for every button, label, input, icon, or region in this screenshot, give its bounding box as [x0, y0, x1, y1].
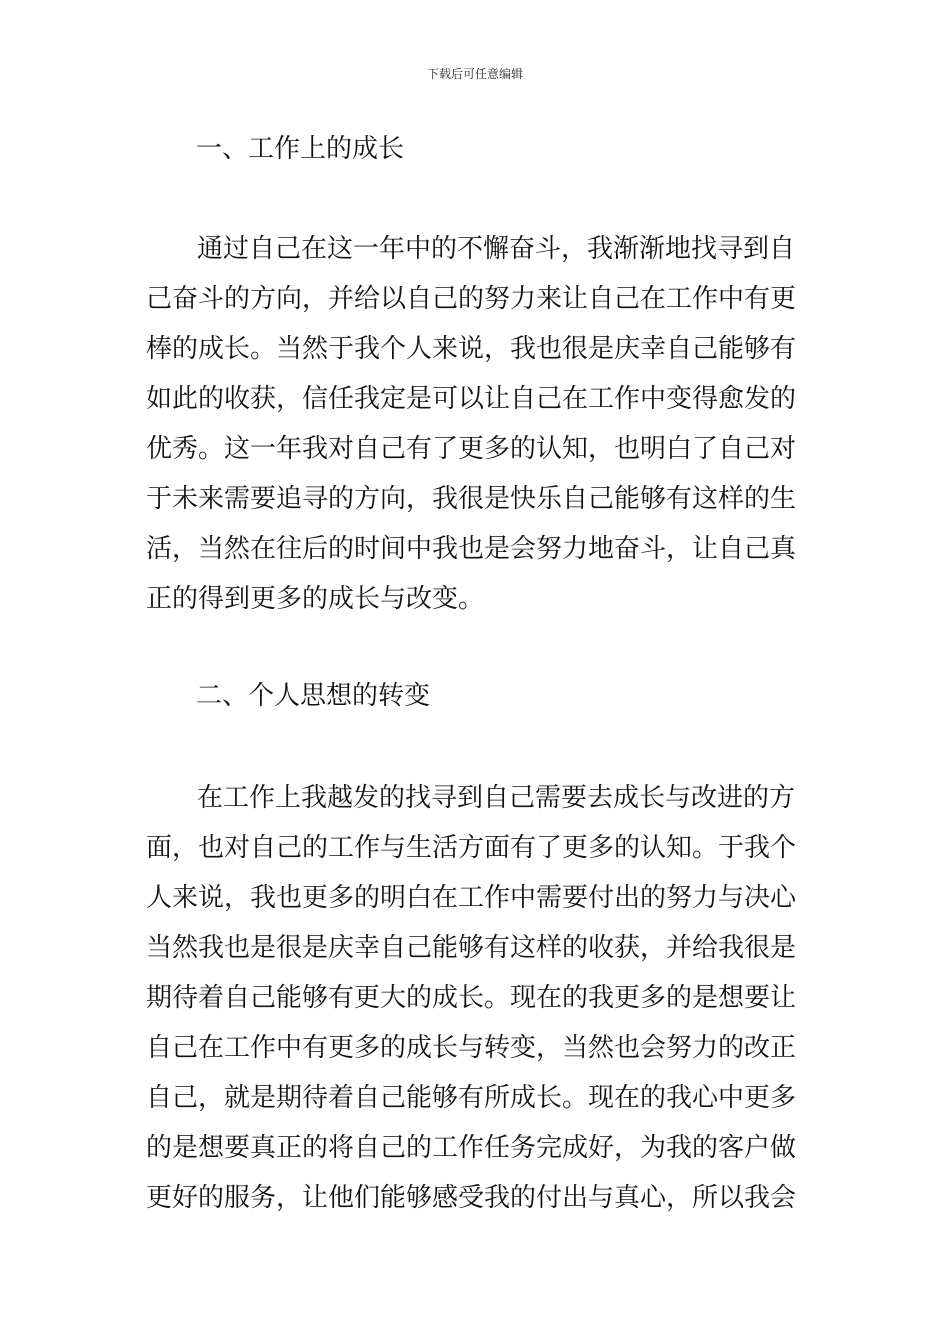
- paragraph-line: 正的得到更多的成长与改变。: [146, 584, 485, 614]
- section-heading-work-growth: 一、工作上的成长: [196, 134, 405, 164]
- paragraph-line: 期待着自己能够有更大的成长。现在的我更多的是想要让: [146, 983, 797, 1013]
- paragraph-line: 自己在工作中有更多的成长与转变，当然也会努力的改正: [146, 1033, 797, 1063]
- paragraph-line: 更好的服务，让他们能够感受我的付出与真心，所以我会: [146, 1183, 797, 1213]
- paragraph-line: 于未来需要追寻的方向，我很是快乐自己能够有这样的生: [146, 484, 797, 514]
- paragraph-line: 当然我也是很是庆幸自己能够有这样的收获，并给我很是: [146, 933, 797, 963]
- paragraph-line: 棒的成长。当然于我个人来说，我也很是庆幸自己能够有: [146, 334, 797, 364]
- paragraph-mindset-change: [146, 773, 806, 1223]
- paragraph-line: 的是想要真正的将自己的工作任务完成好，为我的客户做: [146, 1133, 797, 1163]
- paragraph-line: 自己，就是期待着自己能够有所成长。现在的我心中更多: [146, 1083, 797, 1113]
- paragraph-work-growth: [146, 224, 806, 624]
- paragraph-line: 面，也对自己的工作与生活方面有了更多的认知。于我个: [146, 833, 797, 863]
- paragraph-line: 人来说，我也更多的明白在工作中需要付出的努力与决心: [146, 883, 797, 913]
- paragraph-line: 如此的收获，信任我定是可以让自己在工作中变得愈发的: [146, 384, 797, 414]
- section-heading-mindset-change: 二、个人思想的转变: [196, 681, 431, 711]
- paragraph-line: 通过自己在这一年中的不懈奋斗，我渐渐地找寻到自: [197, 234, 796, 264]
- page-header-note: 下载后可任意编辑: [426, 67, 523, 81]
- paragraph-line: 在工作上我越发的找寻到自己需要去成长与改进的方: [197, 783, 796, 813]
- paragraph-line: 己奋斗的方向，并给以自己的努力来让自己在工作中有更: [146, 284, 797, 314]
- paragraph-line: 活，当然在往后的时间中我也是会努力地奋斗，让自己真: [146, 534, 797, 564]
- paragraph-line: 优秀。这一年我对自己有了更多的认知，也明白了自己对: [146, 434, 797, 464]
